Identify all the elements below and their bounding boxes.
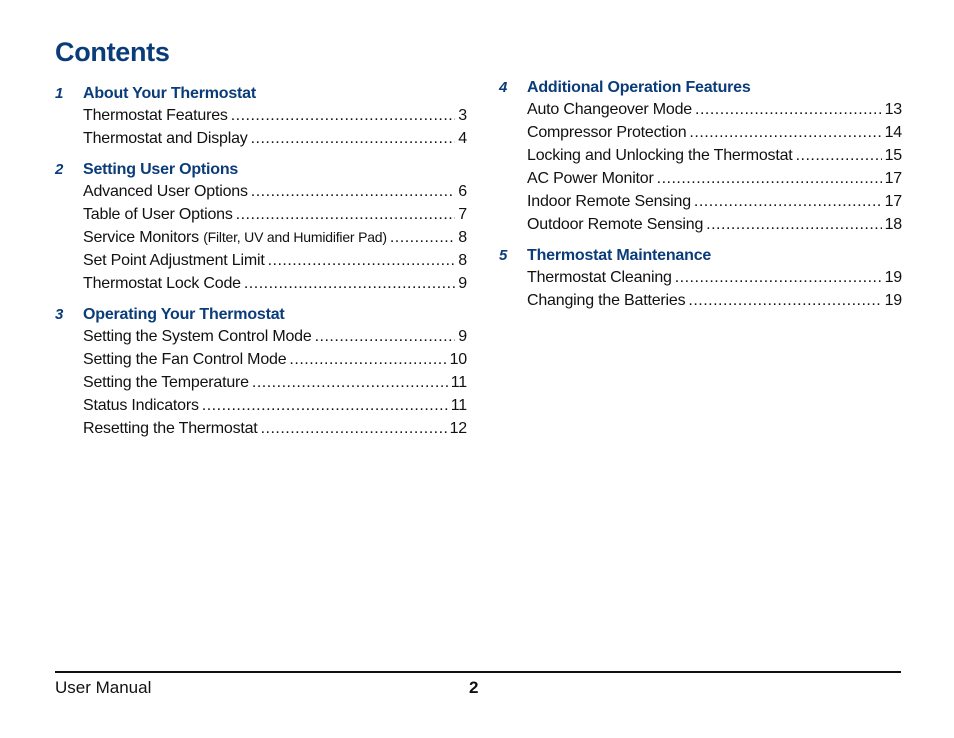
dot-leader <box>706 216 881 234</box>
footer-divider <box>55 671 901 673</box>
entry-label-detail: (Filter, UV and Humidifier Pad) <box>203 229 387 245</box>
entry-label: Setting the System Control Mode <box>83 328 312 345</box>
entry-label: Setting the Fan Control Mode <box>83 351 287 368</box>
entry-label: Status Indicators <box>83 397 199 414</box>
entry-label: Outdoor Remote Sensing <box>527 216 704 233</box>
dot-leader <box>202 397 448 415</box>
toc-entry[interactable] <box>83 229 467 252</box>
entry-label: Locking and Unlocking the Thermostat <box>527 147 793 164</box>
dot-leader <box>252 374 448 392</box>
entry-label <box>83 229 387 247</box>
dot-leader <box>675 269 882 287</box>
toc-section-2 <box>55 161 467 298</box>
entry-label: Thermostat Cleaning <box>527 269 672 286</box>
dot-leader <box>289 351 446 369</box>
dot-leader <box>315 328 456 346</box>
toc-section-4 <box>499 79 902 239</box>
toc-entry[interactable] <box>83 397 467 420</box>
entry-label: Compressor Protection <box>527 124 687 141</box>
entry-page: 8 <box>458 252 467 269</box>
entry-label: Advanced User Options <box>83 183 248 200</box>
toc-section-1 <box>55 85 467 153</box>
entry-page: 18 <box>884 216 902 233</box>
section-number: 5 <box>499 247 508 264</box>
entry-page: 12 <box>449 420 467 437</box>
entry-page: 19 <box>884 292 902 309</box>
footer-document-name: User Manual <box>55 678 152 697</box>
entry-label: Thermostat and Display <box>83 130 248 147</box>
section-heading[interactable] <box>55 306 467 328</box>
entry-page: 9 <box>458 275 467 292</box>
section-title: Setting User Options <box>83 161 239 178</box>
section-number: 2 <box>55 161 64 178</box>
footer-page-number: 2 <box>469 678 479 697</box>
entry-label: Auto Changeover Mode <box>527 101 693 118</box>
dot-leader <box>236 206 456 224</box>
section-heading[interactable] <box>499 247 902 269</box>
toc-entry[interactable] <box>83 374 467 397</box>
toc-entry[interactable] <box>527 101 902 124</box>
dot-leader <box>251 130 456 148</box>
section-title: Thermostat Maintenance <box>527 247 712 264</box>
entry-label: Changing the Batteries <box>527 292 686 309</box>
section-number: 4 <box>499 79 508 96</box>
dot-leader <box>657 170 882 188</box>
entry-page: 4 <box>458 130 467 147</box>
toc-entry[interactable] <box>83 252 467 275</box>
toc-entry[interactable] <box>83 107 467 130</box>
entry-label: Indoor Remote Sensing <box>527 193 691 210</box>
toc-section-5 <box>499 247 902 315</box>
entry-page: 11 <box>450 397 467 414</box>
dot-leader <box>244 275 455 293</box>
entry-page: 8 <box>458 229 467 246</box>
section-heading[interactable] <box>55 85 467 107</box>
dot-leader <box>231 107 456 125</box>
toc-entry[interactable] <box>527 193 902 216</box>
toc-column-right <box>499 79 902 323</box>
dot-leader <box>689 124 881 142</box>
section-title: Operating Your Thermostat <box>83 306 285 323</box>
toc-entry[interactable] <box>83 420 467 443</box>
toc-entry[interactable] <box>83 183 467 206</box>
section-title: Additional Operation Features <box>527 79 751 96</box>
dot-leader <box>688 292 881 310</box>
toc-entry[interactable] <box>527 269 902 292</box>
entry-label: Setting the Temperature <box>83 374 249 391</box>
entry-page: 13 <box>884 101 902 118</box>
toc-column-left <box>55 85 467 451</box>
toc-entry[interactable] <box>83 206 467 229</box>
entry-page: 9 <box>458 328 467 345</box>
toc-entry[interactable] <box>83 275 467 298</box>
toc-section-3 <box>55 306 467 443</box>
dot-leader <box>261 420 447 438</box>
entry-label: Resetting the Thermostat <box>83 420 258 437</box>
entry-page: 3 <box>458 107 467 124</box>
entry-page: 10 <box>449 351 467 368</box>
dot-leader <box>694 193 882 211</box>
entry-page: 17 <box>884 170 902 187</box>
toc-entry[interactable] <box>527 216 902 239</box>
entry-label: AC Power Monitor <box>527 170 654 187</box>
toc-entry[interactable] <box>527 292 902 315</box>
entry-page: 17 <box>884 193 902 210</box>
dot-leader <box>390 229 455 247</box>
entry-label: Table of User Options <box>83 206 233 223</box>
entry-page: 7 <box>458 206 467 223</box>
entry-label: Thermostat Features <box>83 107 228 124</box>
section-number: 1 <box>55 85 64 102</box>
toc-entry[interactable] <box>527 124 902 147</box>
toc-entry[interactable] <box>527 170 902 193</box>
page-title: Contents <box>55 37 170 67</box>
toc-entry[interactable] <box>83 351 467 374</box>
dot-leader <box>796 147 882 165</box>
toc-entry[interactable] <box>83 328 467 351</box>
entry-label: Set Point Adjustment Limit <box>83 252 265 269</box>
entry-page: 11 <box>450 374 467 391</box>
section-number: 3 <box>55 306 64 323</box>
dot-leader <box>251 183 456 201</box>
dot-leader <box>695 101 882 119</box>
entry-page: 19 <box>884 269 902 286</box>
entry-page: 15 <box>884 147 902 164</box>
entry-label: Thermostat Lock Code <box>83 275 241 292</box>
toc-entry[interactable] <box>83 130 467 153</box>
section-title: About Your Thermostat <box>83 85 256 102</box>
entry-page: 14 <box>884 124 902 141</box>
entry-page: 6 <box>458 183 467 200</box>
entry-label-main: Service Monitors <box>83 229 199 246</box>
section-heading[interactable] <box>55 161 467 183</box>
dot-leader <box>268 252 456 270</box>
toc-entry[interactable] <box>527 147 902 170</box>
section-heading[interactable] <box>499 79 902 101</box>
